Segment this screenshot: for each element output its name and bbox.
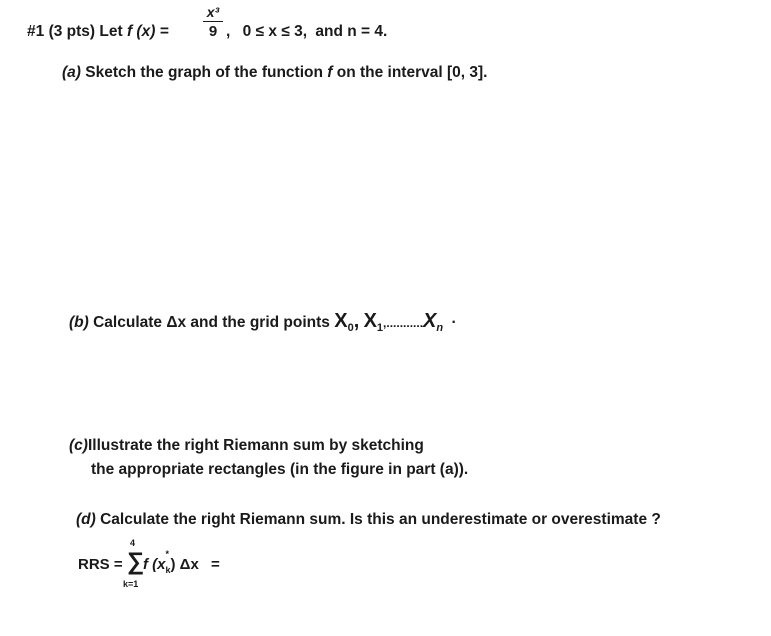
equals-sign: = — [210, 556, 220, 573]
fraction-numerator: x³ — [206, 4, 220, 20]
rrs-label: RRS = — [78, 556, 123, 573]
part-d-text: Calculate the right Riemann sum. Is this an underestimate or overestimate ? — [100, 511, 661, 528]
part-c-text-1: Illustrate the right Riemann sum by sketching — [87, 437, 424, 454]
summand-delta-x: ) Δx — [170, 556, 199, 573]
domain-text: 0 ≤ x ≤ 3, — [242, 23, 308, 40]
part-a-f: f — [327, 64, 333, 81]
summand-index: * $_k$ — [165, 549, 171, 575]
part-a — [62, 64, 487, 82]
part-c-line2 — [91, 461, 468, 479]
sum-upper-limit: 4 — [130, 538, 136, 548]
sep-comma: , — [353, 310, 360, 332]
part-b — [69, 310, 457, 334]
problem-header — [27, 23, 169, 41]
let-word: Let — [99, 23, 123, 40]
summand — [143, 549, 220, 575]
summand-f: f (x — [143, 556, 166, 573]
part-c-line1 — [69, 437, 424, 455]
problem-number: #1 — [27, 23, 45, 40]
part-a-label: (a) — [62, 64, 81, 81]
part-d — [76, 511, 661, 529]
grid-point-x0: $X_0$ — [334, 310, 354, 334]
ellipsis-dots: ,........... — [383, 316, 424, 330]
part-a-text: Sketch the graph of the function — [85, 64, 323, 81]
period-dot: · — [451, 314, 457, 331]
part-b-label: (b) — [69, 314, 89, 331]
fraction-bar — [203, 21, 223, 22]
n-value-text: and n = 4. — [315, 23, 388, 40]
part-d-label: (d) — [76, 511, 96, 528]
function-lhs: f (x) = — [126, 23, 169, 40]
sigma-symbol: ∑ — [127, 548, 145, 575]
problem-points: (3 pts) — [48, 23, 96, 40]
part-c-label: (c) — [69, 437, 88, 454]
fraction-denominator: 9 — [208, 23, 218, 40]
part-b-text: Calculate Δx and the grid points — [93, 314, 330, 331]
grid-point-xn: $X_n$ — [423, 310, 444, 334]
sum-lower-limit: k=1 — [123, 579, 139, 589]
grid-point-x1: $X_1$ — [363, 310, 384, 334]
function-fraction — [203, 4, 223, 40]
problem-domain-line — [226, 23, 387, 41]
fraction-comma: , — [226, 23, 231, 40]
part-c-text-2: the appropriate rectangles (in the figure in part (a)). — [91, 461, 469, 478]
part-a-rest: on the interval [0, 3]. — [336, 64, 488, 81]
